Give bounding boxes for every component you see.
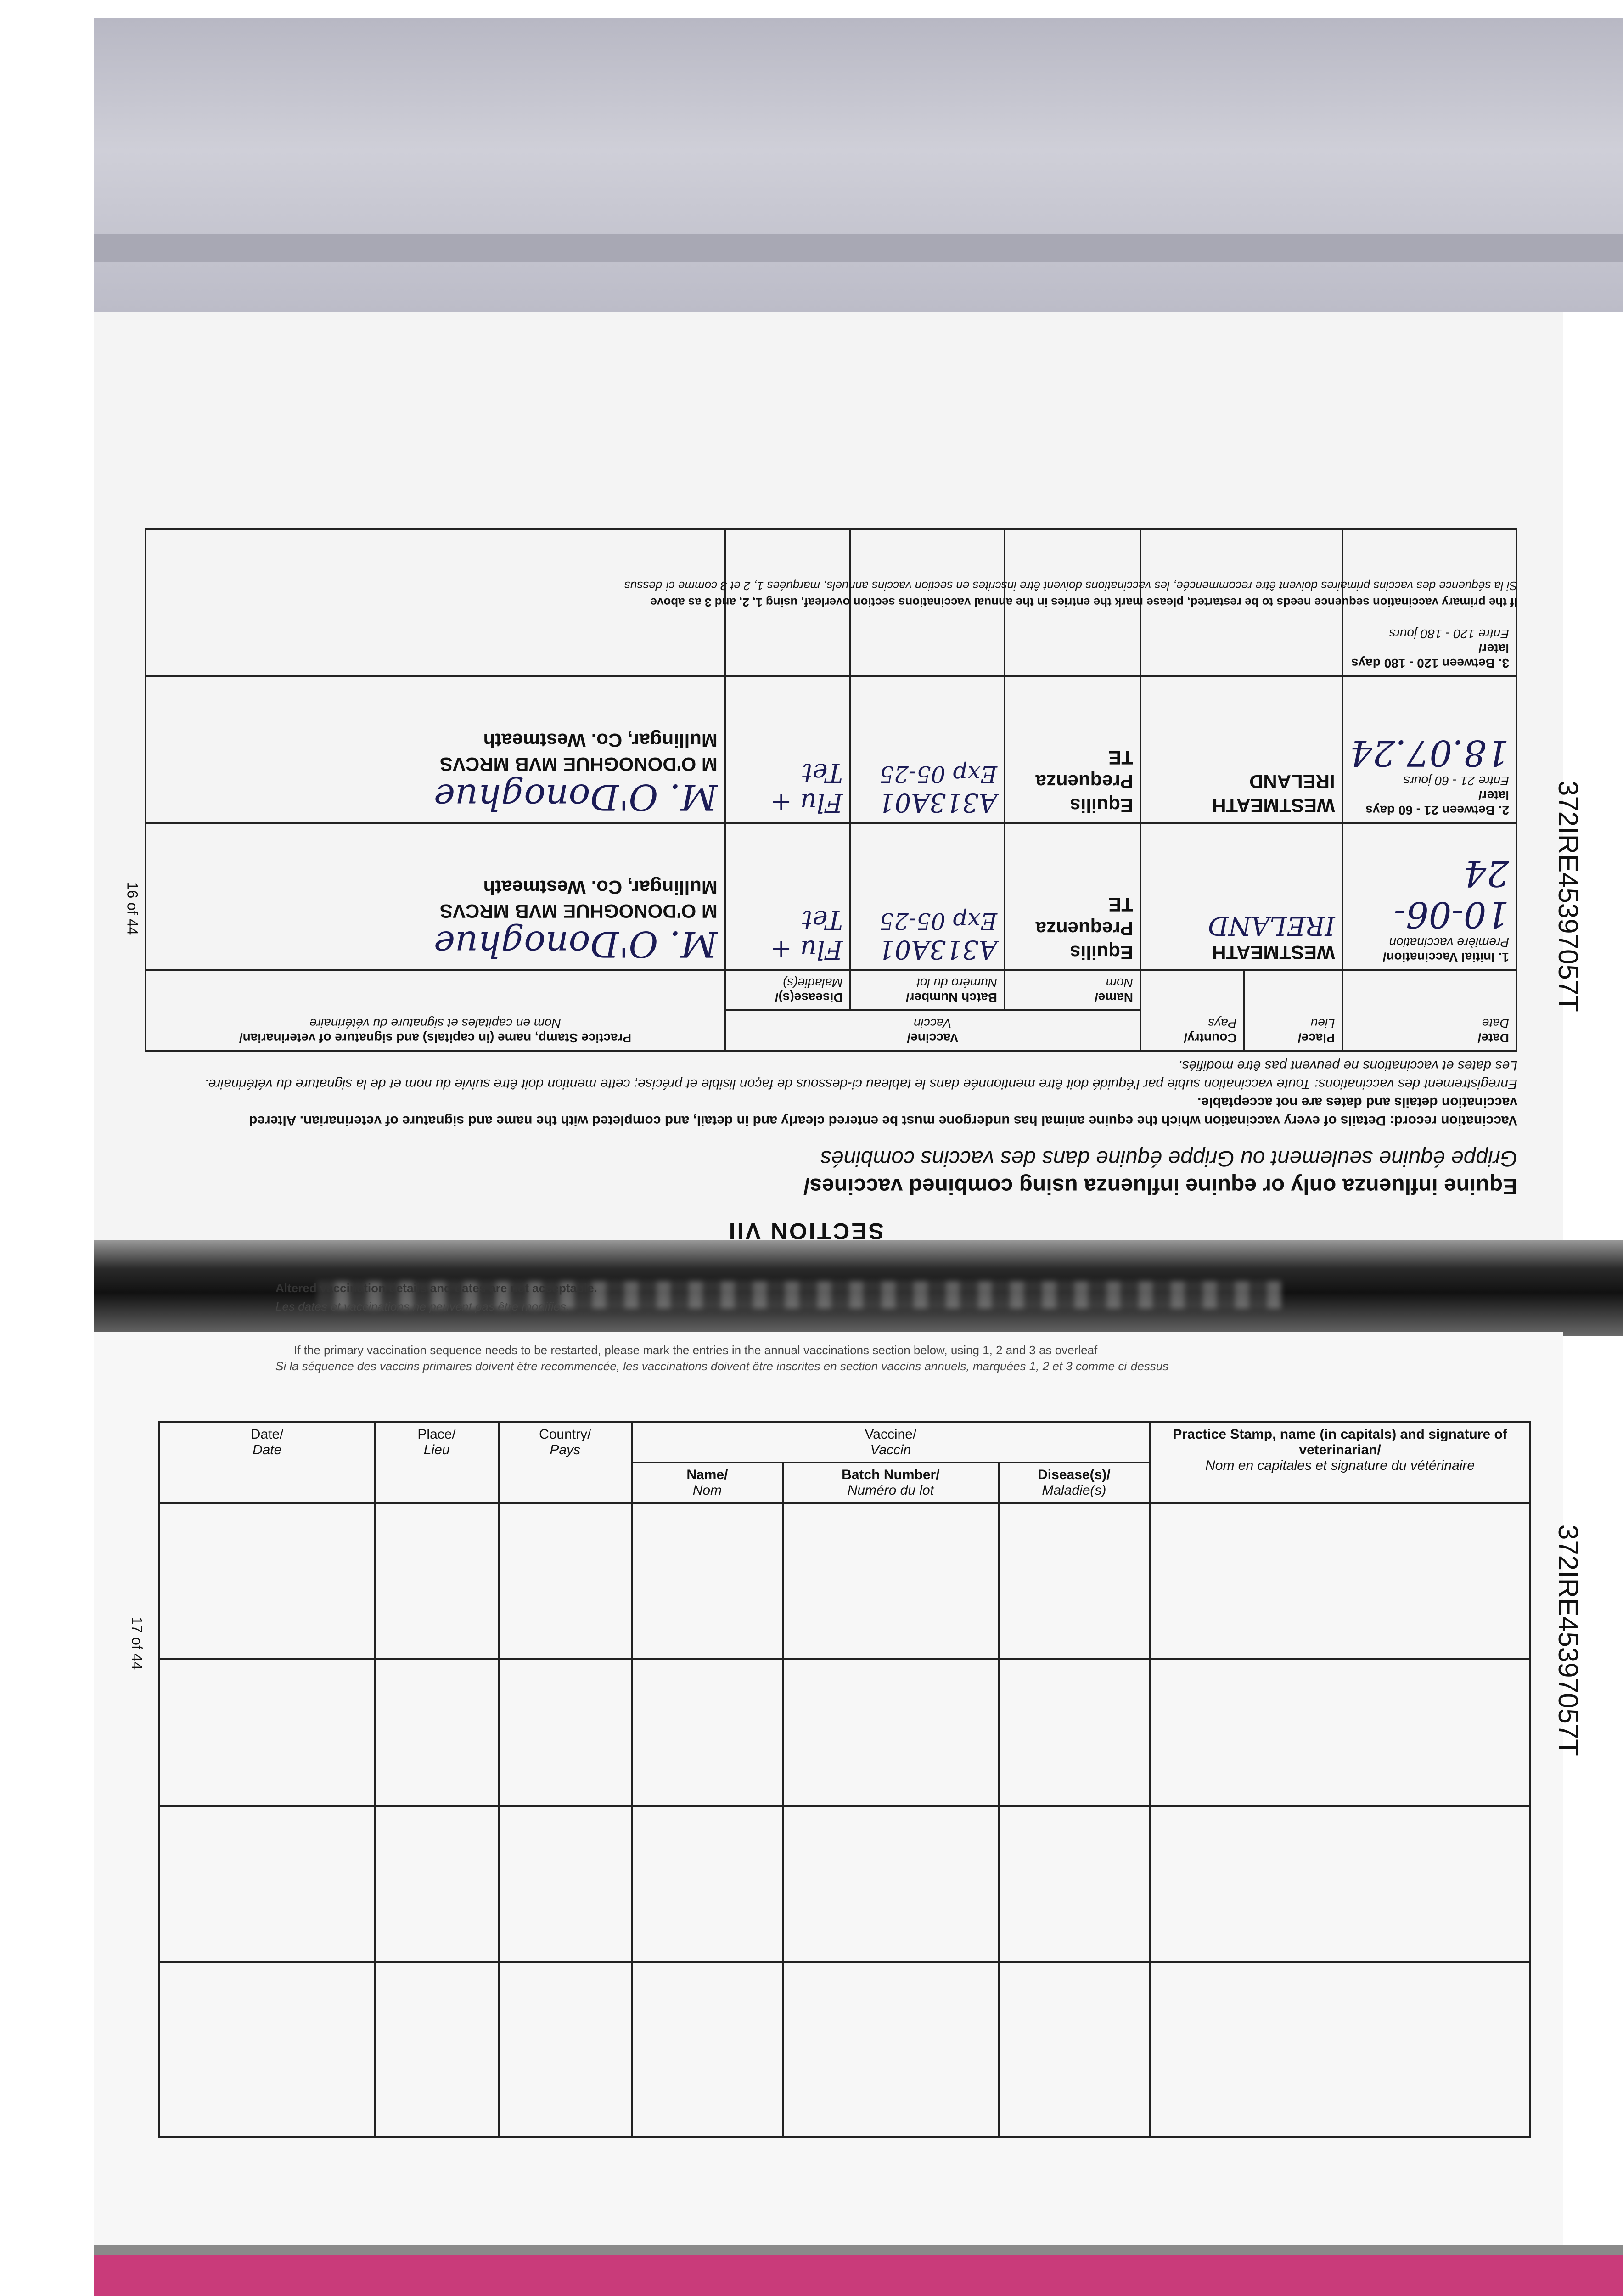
restart-footnote-17: If the primary vaccination sequence needs to be restarted, please mark the entries in the annual vaccinations section below, using 1, 2 and 3 as overleaf [294,1343,1098,1357]
record-note: Vaccination record: Details of every vaccination which the equine animal has undergone must be entered clearly and in detail, and completed with the name and signature of veterinarian. Altered vaccination details and dates are not acceptable. [249,1095,1517,1128]
row-2-stamp: M. O'Donoghue M O'DONOGHUE MVB MRCVS Mullingar, Co. Westmeath [146,676,725,823]
header-diseases: Disease(s)/ Maladie(s) [999,1463,1150,1503]
header-vaccine-name: Name/ Nom [1005,970,1140,1010]
header-diseases: Disease(s)/ Maladie(s) [725,970,850,1010]
passport-id-bottom: 372IRE45397057T [1553,1525,1584,1756]
section-subtitle: Equine influenza only or equine influenza using combined vaccines/ [803,1174,1517,1198]
row-2-place-country: WESTMEATH IRELAND [1140,676,1342,823]
row-2-disease: Flu + Tet [725,676,850,823]
table-header-row [146,1010,1516,1051]
row-1-place-country: WESTMEATH IRELAND [1140,823,1342,970]
row-3-label-date: 3. Between 120 - 180 days later/ Entre 120 - 180 jours [1342,529,1516,676]
row-1-batch: A313A01 Exp 05-25 [850,823,1005,970]
header-vaccine: Vaccine/ Vaccin [725,1010,1140,1051]
row-2-signature: M. O'Donoghue [433,776,718,817]
record-instructions [186,1056,1517,1130]
record-note-fr: Enregistrement des vaccinations: Toute vaccination subie par l'équidé doit être mentionnée dans le tableau ci-dessous de façon lisible et précise; cette mention doit être suivie du nom et de la signature du vétérinaire. Les dates et vaccinations ne peuvent pas être modifiés. [204,1058,1517,1092]
row-2-date: 18.07.24 [1349,732,1509,773]
row-1-vaccine-name: Equilis Prequenza TE [1005,823,1140,970]
top-note-1: Altered vaccination details and dates are not acceptable. [275,1281,597,1295]
table-row [146,823,1516,970]
row-2-label-date: 2. Between 21 - 60 days later/ Entre 21 - 60 jours 18.07.24 [1342,676,1516,823]
header-vaccine-name: Name/ Nom [632,1463,783,1503]
page-16-inverted [94,312,1563,1254]
page-number-16: 16 of 44 [124,882,141,935]
restart-footnote-17-fr: Si la séquence des vaccins primaires doivent être recommencée, les vaccinations doivent être inscrites en section vaccins annuels, marquées 1, 2 et 3 comme ci-dessus [275,1359,1169,1373]
pink-cover-strip [94,2255,1623,2296]
row-1-stamp: M. O'Donoghue M O'DONOGHUE MVB MRCVS Mullingar, Co. Westmeath [146,823,725,970]
table-row [146,676,1516,823]
row-2-vaccine-name: Equilis Prequenza TE [1005,676,1140,823]
table-row [159,1503,1530,1659]
top-note-2: Les dates et vaccinations ne peuvent pas être modifiés. [275,1300,570,1313]
restart-footnote: If the primary vaccination sequence needs to be restarted, please mark the entries in the annual vaccinations section overleaf, using 1, 2, and 3 as above Si la séquence des vaccins primaires doivent être recommencée, les vaccinations doivent être inscrites en section vaccins annuels, marquées 1, 2 et 3 comme ci-dessus [624,579,1517,609]
passport-id-top: 372IRE45397057T [1553,781,1584,1012]
header-place: Place/ Lieu [375,1422,499,1503]
header-batch-number: Batch Number/ Numéro du lot [783,1463,998,1503]
annual-vaccination-table [158,1421,1531,2138]
table-row [159,1659,1530,1806]
header-vaccine: Vaccine/ Vaccin [632,1422,1150,1463]
table-header-row [159,1422,1530,1463]
page-edge [94,2245,1623,2255]
section-subtitle-fr: Grippe équine seulement ou Grippe équine dans des vaccins combinés [820,1146,1517,1171]
table-row [159,1806,1530,1962]
table-row [159,1962,1530,2137]
header-date: Date/ Date [1342,970,1516,1051]
row-1-disease: Flu + Tet [725,823,850,970]
row-1-label-date: 1. Initial Vaccination/ Première vaccination 10-06-24 [1342,823,1516,970]
row-1-signature: M. O'Donoghue [433,923,718,964]
page-number-17: 17 of 44 [129,1616,146,1670]
header-country: Country/ Pays [1140,970,1244,1051]
header-date: Date/ Date [159,1422,375,1503]
scanner-shadow [94,18,1623,312]
header-batch-number: Batch Number/ Numéro du lot [850,970,1005,1010]
header-country: Country/ Pays [499,1422,632,1503]
header-practice-stamp: Practice Stamp, name (in capitals) and signature of veterinarian/ Nom en capitales et signature du vétérinaire [146,970,725,1051]
section-title: SECTION VII [727,1218,884,1244]
header-place: Place/ Lieu [1244,970,1342,1051]
row-2-batch: A313A01 Exp 05-25 [850,676,1005,823]
row-1-date: 10-06-24 [1393,852,1509,935]
header-practice-stamp: Practice Stamp, name (in capitals) and signature of veterinarian/ Nom en capitales et signature du vétérinaire [1150,1422,1530,1503]
